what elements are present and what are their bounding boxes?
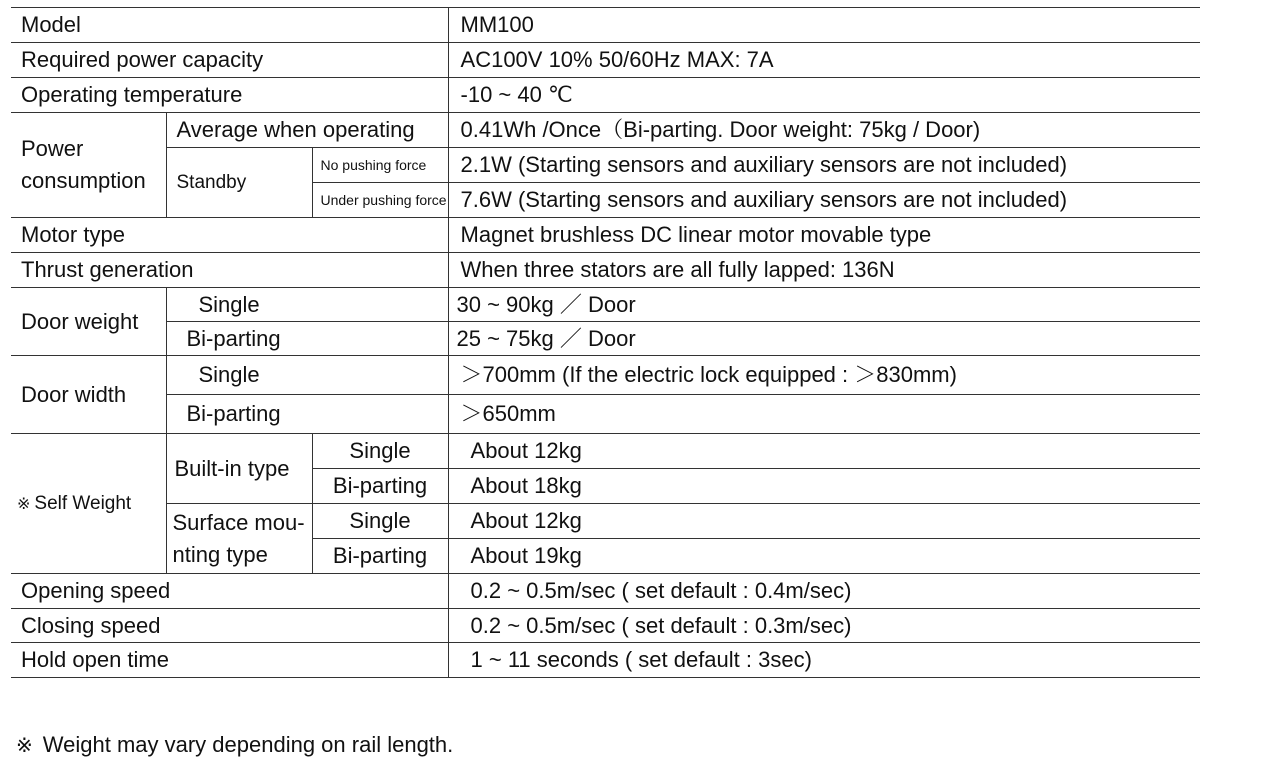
reference-mark-icon: ※	[17, 496, 31, 513]
builtin-single-label: Single	[312, 434, 448, 469]
row-label: Operating temperature	[11, 78, 448, 113]
row-label: Thrust generation	[11, 253, 448, 288]
row-label: Closing speed	[11, 609, 448, 643]
average-value: 0.41Wh /Once（Bi-parting. Door weight: 75kg / Door)	[448, 113, 1200, 148]
row-value: 0.2 ~ 0.5m/sec ( set default : 0.4m/sec)	[448, 574, 1200, 609]
table-row	[11, 356, 1200, 395]
footnote-text: Weight may vary depending on rail length.	[42, 732, 454, 757]
builtin-type-label: Built-in type	[166, 434, 312, 504]
table-row	[11, 434, 1200, 469]
row-label: Opening speed	[11, 574, 448, 609]
table-row	[11, 43, 1200, 78]
table-row	[11, 395, 1200, 434]
surface-single-value: About 12kg	[448, 504, 1200, 539]
table-row	[11, 113, 1200, 148]
row-value: -10 ~ 40 ℃	[448, 78, 1200, 113]
reference-mark-icon: ※	[16, 735, 33, 757]
row-value: 1 ~ 11 seconds ( set default : 3sec)	[448, 643, 1200, 678]
door-width-biparting-value: ＞650mm	[448, 395, 1200, 434]
door-weight-single-value: 30 ~ 90kg ／ Door	[448, 288, 1200, 322]
table-row	[11, 609, 1200, 643]
average-label: Average when operating	[166, 113, 448, 148]
no-push-value: 2.1W (Starting sensors and auxiliary sensors are not included)	[448, 148, 1200, 183]
surface-biparting-value: About 19kg	[448, 539, 1200, 574]
table-row	[11, 504, 1200, 539]
builtin-biparting-value: About 18kg	[448, 469, 1200, 504]
table-row	[11, 78, 1200, 113]
row-value: AC100V 10% 50/60Hz MAX: 7A	[448, 43, 1200, 78]
table-row	[11, 218, 1200, 253]
table-row	[11, 288, 1200, 322]
door-width-single-value: ＞700mm (If the electric lock equipped : ＞830mm)	[448, 356, 1200, 395]
self-weight-label-cell	[11, 434, 166, 574]
door-weight-single-label: Single	[166, 288, 448, 322]
table-row	[11, 253, 1200, 288]
surface-single-label: Single	[312, 504, 448, 539]
self-weight-label: Self Weight	[34, 493, 132, 514]
row-value: 0.2 ~ 0.5m/sec ( set default : 0.3m/sec)	[448, 609, 1200, 643]
under-push-label: Under pushing force	[312, 183, 448, 218]
table-row	[11, 8, 1200, 43]
door-width-biparting-label: Bi-parting	[166, 395, 448, 434]
door-width-label: Door width	[11, 356, 166, 434]
door-width-single-label: Single	[166, 356, 448, 395]
row-label: Model	[11, 8, 448, 43]
row-value: MM100	[448, 8, 1200, 43]
table-row	[11, 574, 1200, 609]
standby-label: Standby	[166, 148, 312, 218]
builtin-biparting-label: Bi-parting	[312, 469, 448, 504]
footnote	[16, 732, 453, 758]
table-row	[11, 322, 1200, 356]
under-push-value: 7.6W (Starting sensors and auxiliary sensors are not included)	[448, 183, 1200, 218]
row-value: When three stators are all fully lapped: 136N	[448, 253, 1200, 288]
door-weight-biparting-value: 25 ~ 75kg ／ Door	[448, 322, 1200, 356]
door-weight-label: Door weight	[11, 288, 166, 356]
door-weight-biparting-label: Bi-parting	[166, 322, 448, 356]
row-value: Magnet brushless DC linear motor movable type	[448, 218, 1200, 253]
row-label: Hold open time	[11, 643, 448, 678]
power-consumption-label: Power consumption	[11, 113, 166, 218]
table-row	[11, 643, 1200, 678]
builtin-single-value: About 12kg	[448, 434, 1200, 469]
no-push-label: No pushing force	[312, 148, 448, 183]
table-row	[11, 148, 1200, 183]
surface-type-label: Surface mou- nting type	[166, 504, 312, 574]
spec-table	[11, 7, 1200, 678]
row-label: Motor type	[11, 218, 448, 253]
surface-biparting-label: Bi-parting	[312, 539, 448, 574]
row-label: Required power capacity	[11, 43, 448, 78]
